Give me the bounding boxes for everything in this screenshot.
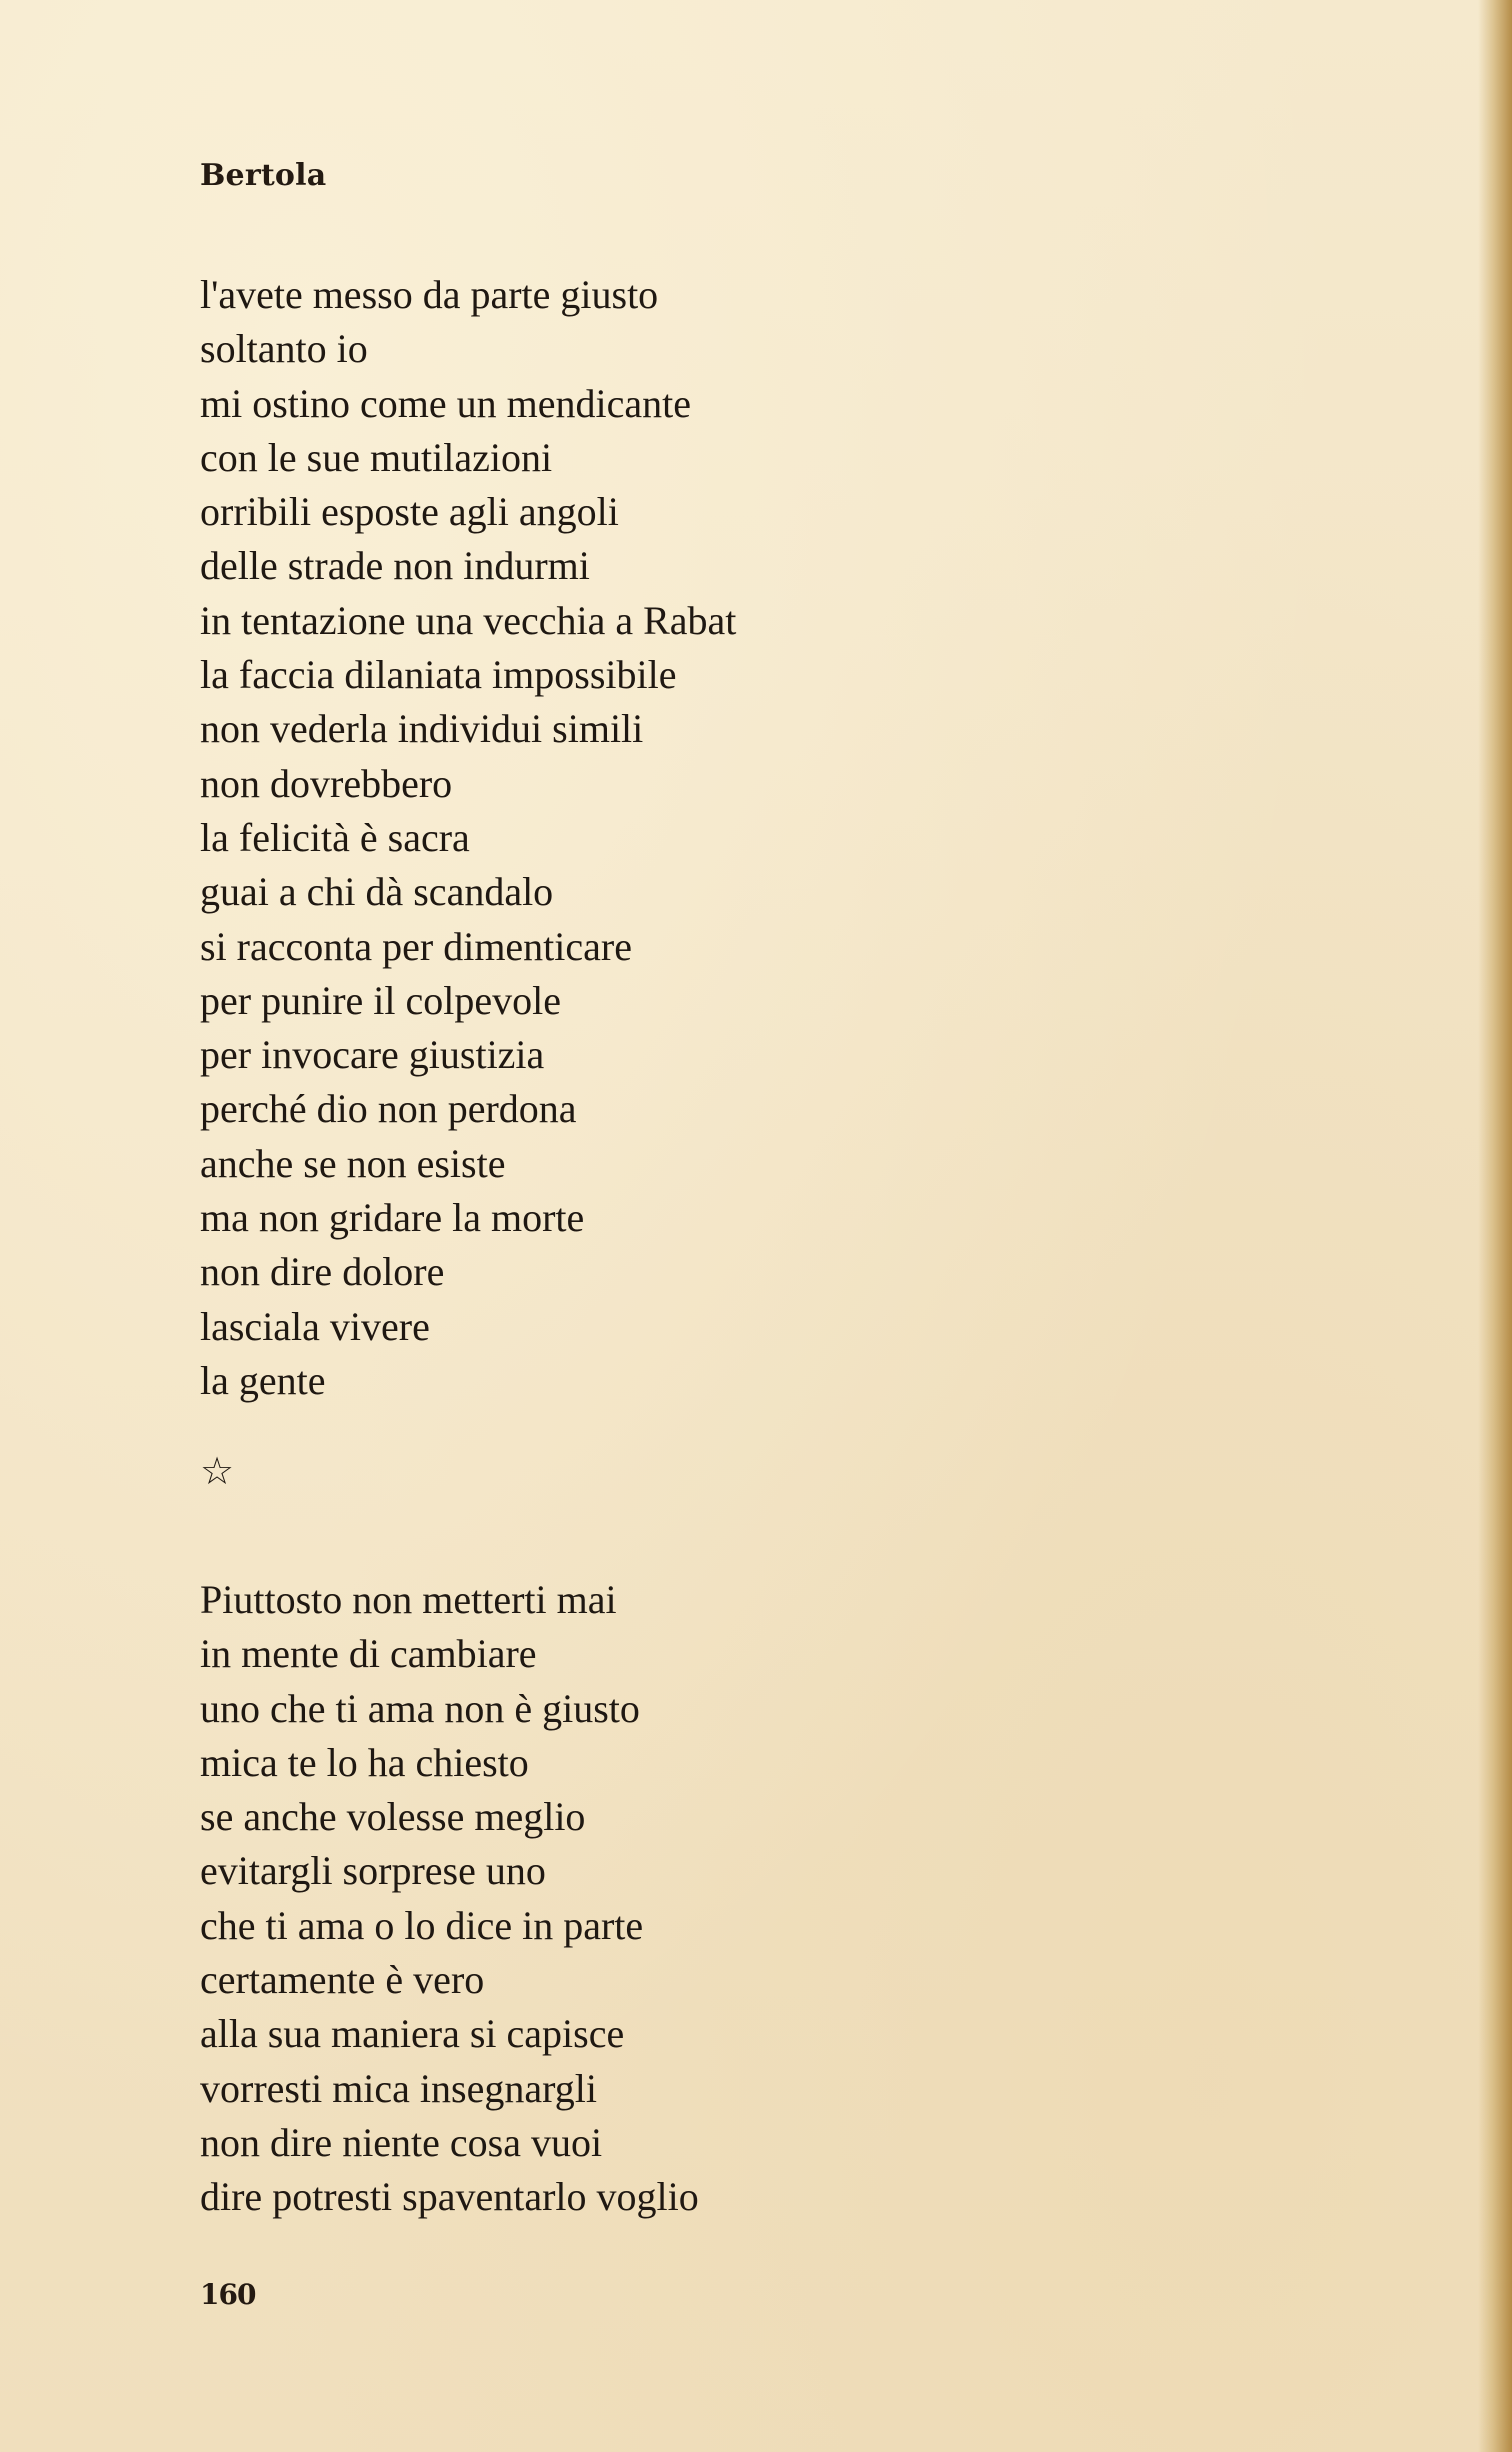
poem-line: la gente bbox=[200, 1357, 326, 1403]
poem-line: si racconta per dimenticare bbox=[200, 923, 632, 969]
poem-line: mi ostino come un mendicante bbox=[200, 380, 691, 426]
running-head: Bertola bbox=[200, 158, 327, 193]
poem-line: dire potresti spaventarlo voglio bbox=[200, 2174, 699, 2220]
poem-line: per invocare giustizia bbox=[200, 1032, 545, 1078]
poem-line: vorresti mica insegnargli bbox=[200, 2065, 597, 2111]
poem-line: certamente è vero bbox=[200, 1957, 485, 2003]
poem-2 bbox=[200, 1573, 699, 2225]
poem-1 bbox=[200, 268, 736, 1408]
poem-line: in tentazione una vecchia a Rabat bbox=[200, 597, 737, 643]
poem-line: alla sua maniera si capisce bbox=[200, 2011, 625, 2057]
poem-line: delle strade non indurmi bbox=[200, 543, 590, 589]
poem-line: orribili esposte agli angoli bbox=[200, 489, 619, 535]
poem-line: per punire il colpevole bbox=[200, 977, 561, 1023]
poem-line: la felicità è sacra bbox=[200, 814, 470, 860]
poem-line: Piuttosto non metterti mai bbox=[200, 1577, 617, 1622]
page-number: 160 bbox=[200, 2278, 256, 2311]
poem-line: perché dio non perdona bbox=[200, 1086, 577, 1132]
poem-line: con le sue mutilazioni bbox=[200, 434, 553, 480]
poem-line: non dire dolore bbox=[200, 1249, 445, 1295]
poem-line: non vederla individui simili bbox=[200, 706, 644, 752]
poem-line: non dovrebbero bbox=[200, 760, 453, 806]
star-outline-icon: ☆ bbox=[200, 1449, 235, 1493]
poem-line: anche se non esiste bbox=[200, 1140, 506, 1186]
poem-line: mica te lo ha chiesto bbox=[200, 1739, 529, 1785]
poem-line: uno che ti ama non è giusto bbox=[200, 1685, 640, 1731]
poem-line: lasciala vivere bbox=[200, 1303, 430, 1349]
poem-line: in mente di cambiare bbox=[200, 1631, 537, 1677]
poem-line: guai a chi dà scandalo bbox=[200, 869, 554, 915]
poem-line: la faccia dilaniata impossibile bbox=[200, 652, 677, 698]
poem-line: se anche volesse meglio bbox=[200, 1794, 586, 1840]
poem-line: ma non gridare la morte bbox=[200, 1195, 585, 1241]
poem-line: soltanto io bbox=[200, 326, 368, 372]
poem-line: che ti ama o lo dice in parte bbox=[200, 1902, 644, 1948]
poem-line: evitargli sorprese uno bbox=[200, 1848, 546, 1894]
poem-line: l'avete messo da parte giusto bbox=[200, 272, 659, 317]
page-edge-shadow bbox=[1478, 0, 1512, 2452]
poem-line: non dire niente cosa vuoi bbox=[200, 2119, 603, 2165]
